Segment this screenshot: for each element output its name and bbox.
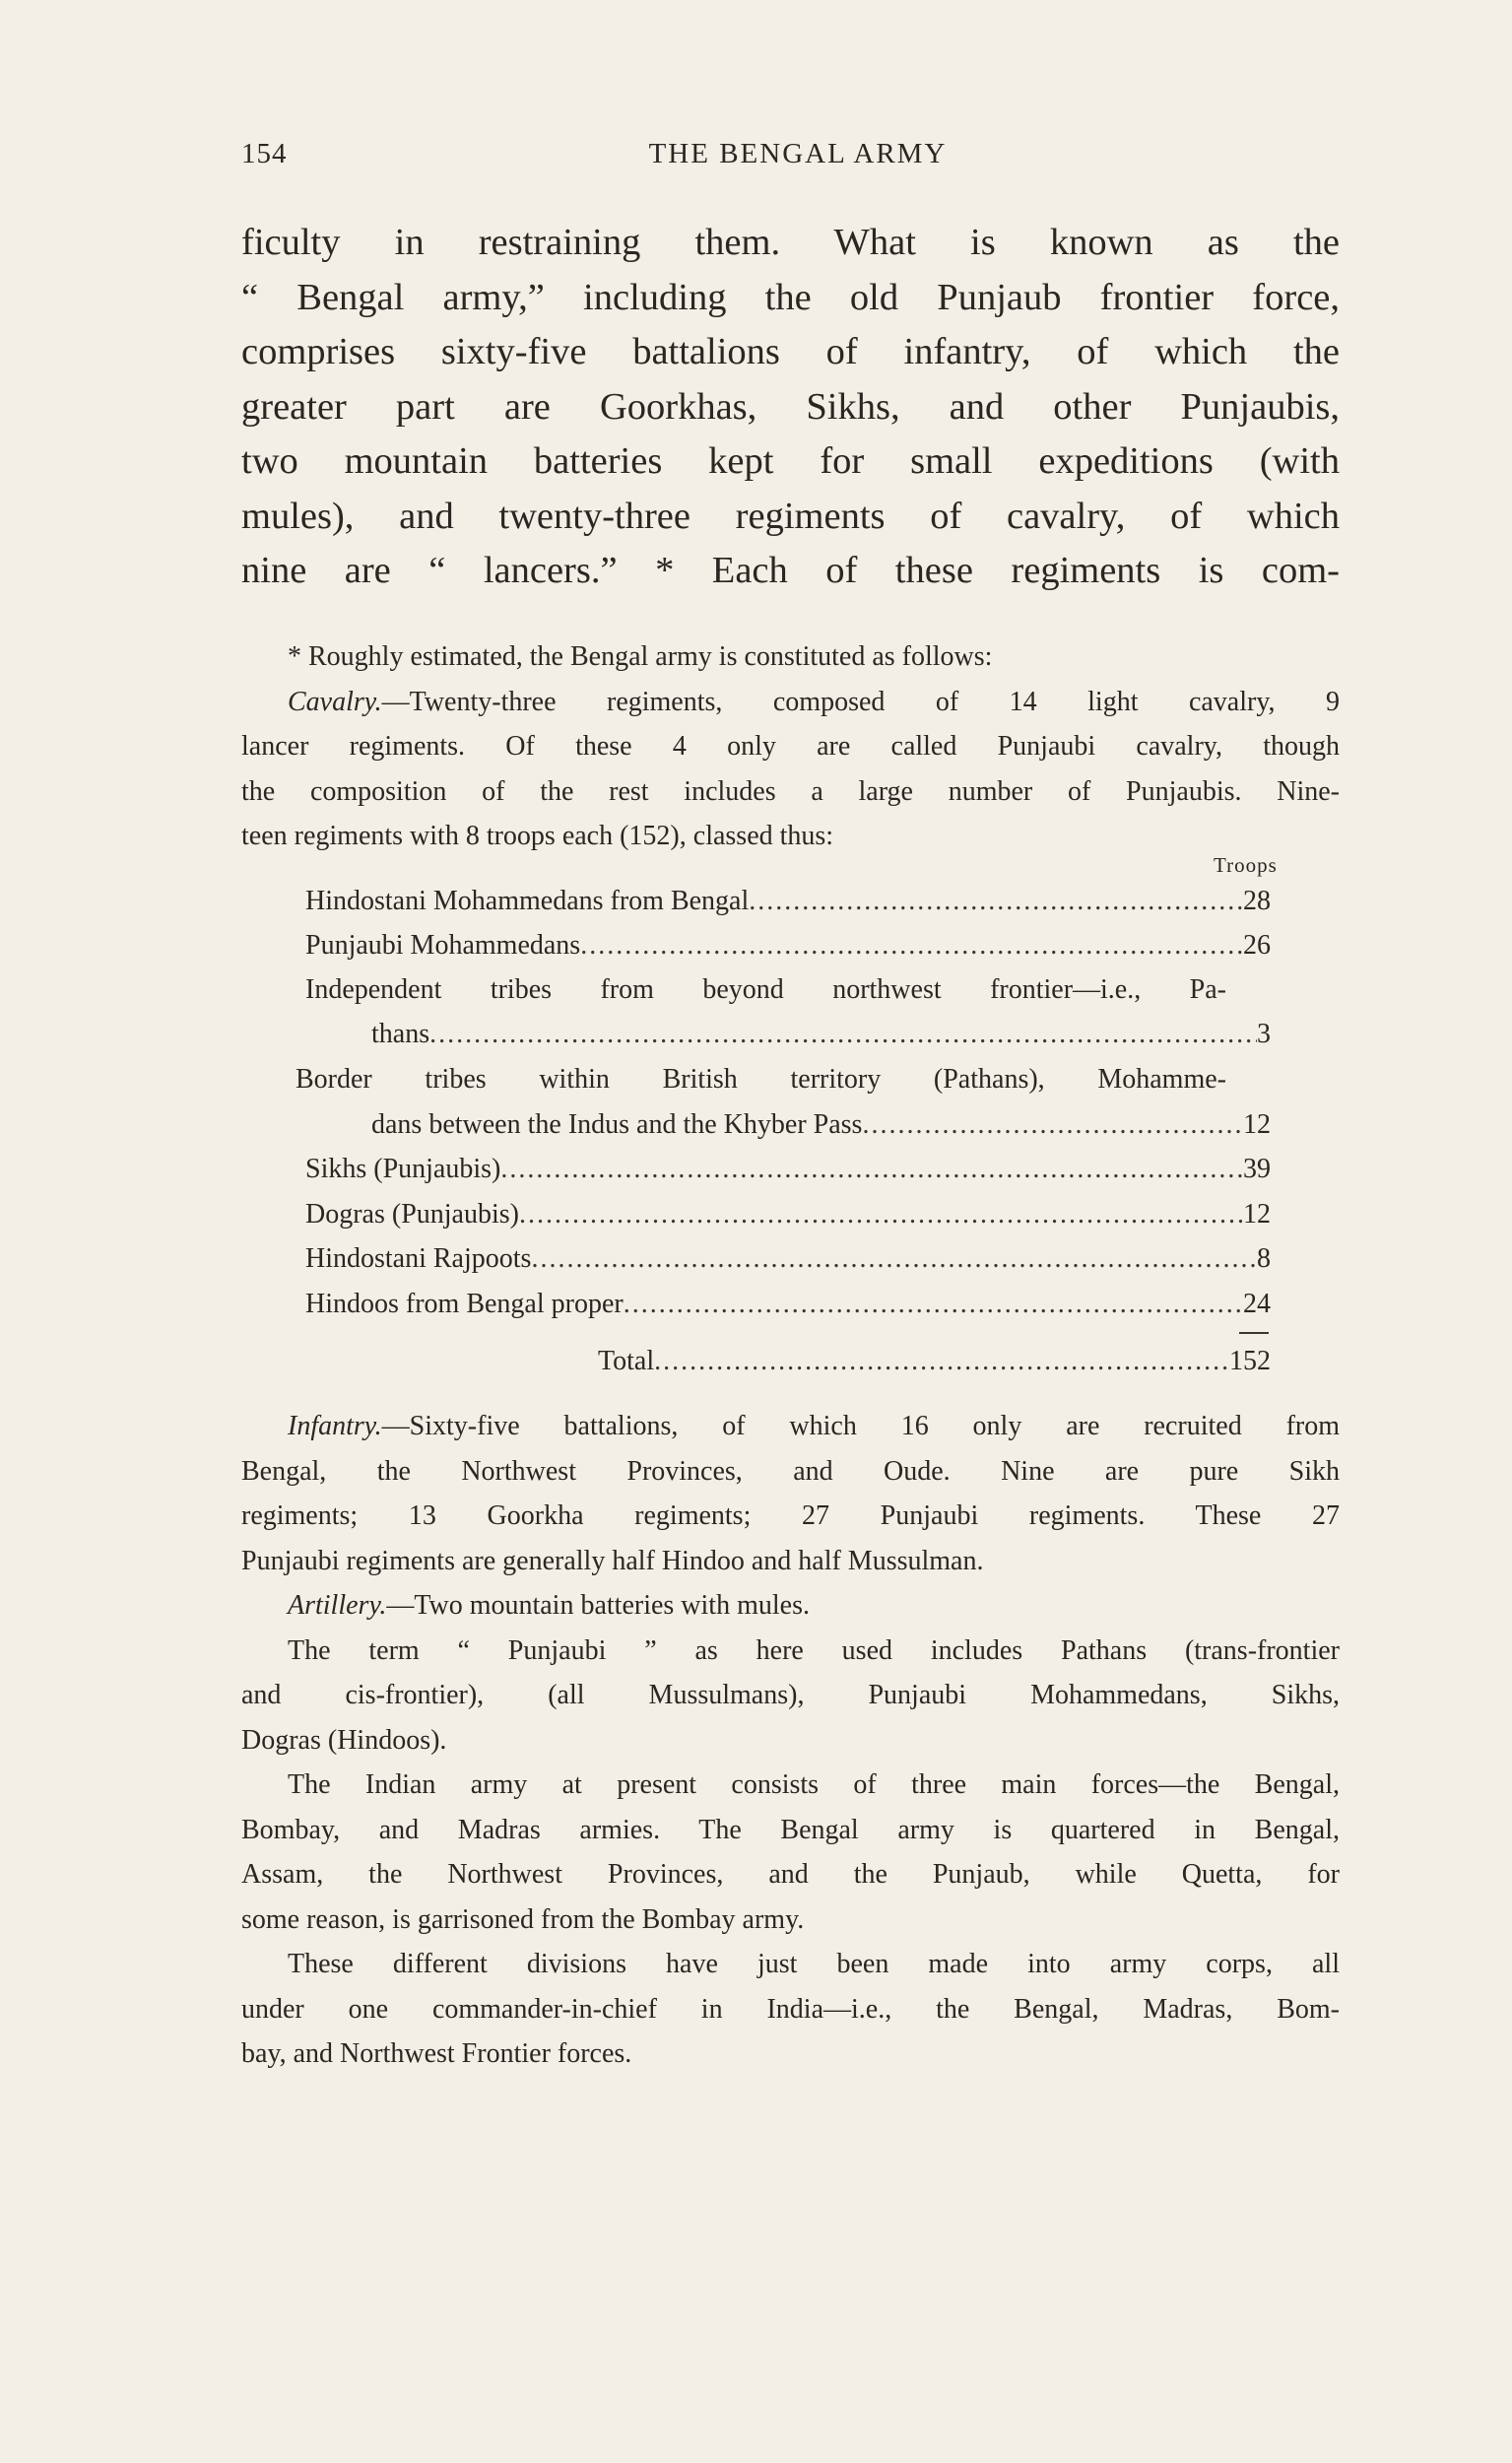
main-paragraph [241,216,1340,599]
infantry-text: —Sixty-five battalions, of which 16 only are recruited from [381,1411,1340,1441]
sum-rule [1239,1332,1269,1334]
troop-count: 28 [1243,886,1271,916]
divisions-line: These different divisions have just been made into army corps, all [288,1949,1340,1979]
troop-row [305,1236,1271,1282]
total-count: 152 [1229,1346,1271,1376]
cavalry-line: the composition of the rest includes a large number of Punjaubis. Nine- [241,775,1340,807]
leader-dots [429,1012,1257,1057]
troop-label: Hindoos from Bengal proper [305,1289,624,1319]
footnote-lower-block [241,1404,1340,2077]
indian-army-line: Assam, the Northwest Provinces, and the Punjaub, while Quetta, for [241,1859,1340,1890]
footnote-intro: * Roughly estimated, the Bengal army is constituted as follows: [288,641,993,672]
troop-label: thans [371,1019,430,1049]
artillery-text: —Two mountain batteries with mules. [386,1590,810,1621]
leader-dots [749,879,1243,924]
troop-row [305,1192,1271,1237]
troop-count: 39 [1243,1154,1271,1184]
footnote-intro-block [241,634,1340,859]
troop-row [305,923,1271,968]
leader-dots [862,1102,1243,1148]
troop-count: 24 [1243,1289,1271,1319]
leader-dots [500,1147,1243,1192]
infantry-line: Punjaubi regiments are generally half Hindoo and half Mussulman. [241,1545,984,1576]
troop-label: dans between the Indus and the Khyber Pass [371,1109,863,1140]
artillery-label: Artillery. [288,1590,387,1621]
troop-row-wrapped: Independent tribes from beyond northwest frontier—i.e., Pa- [305,974,1226,1005]
troops-column-header: Troops [1214,853,1278,877]
body-line: comprises sixty-five battalions of infantry, of which the [241,331,1340,372]
troop-row [305,1282,1271,1327]
troop-label: Hindostani Rajpoots [305,1243,532,1274]
leader-dots [580,923,1243,968]
page-number: 154 [241,138,288,169]
troop-count: 26 [1243,930,1271,961]
infantry-label: Infantry. [288,1411,382,1441]
body-line: nine are “ lancers.” * Each of these regiments is com- [241,550,1340,591]
troop-label: Punjaubi Mohammedans [305,930,581,961]
term-line: The term “ Punjaubi ” as here used includes Pathans (trans-frontier [288,1634,1340,1666]
body-line: ficulty in restraining them. What is known as the [241,222,1340,263]
total-label: Total [598,1346,655,1376]
indian-army-line: The Indian army at present consists of three main forces—the Bengal, [288,1769,1340,1800]
cavalry-text: —Twenty-three regiments, composed of 14 light cavalry, 9 [381,686,1340,717]
divisions-line: under one commander-in-chief in India—i.e., the Bengal, Madras, Bom- [241,1993,1340,2025]
troop-label: Dogras (Punjaubis) [305,1199,519,1230]
leader-dots [654,1339,1229,1384]
body-line: mules), and twenty-three regiments of cavalry, of which [241,495,1340,537]
troop-label: Hindostani Mohammedans from Bengal [305,886,750,916]
divisions-line: bay, and Northwest Frontier forces. [241,2038,632,2069]
artillery-line [241,1583,1340,1629]
infantry-line: Bengal, the Northwest Provinces, and Oude. Nine are pure Sikh [241,1455,1340,1487]
troop-count: 3 [1257,1019,1271,1049]
term-line: Dogras (Hindoos). [241,1724,447,1756]
troop-count: 12 [1243,1199,1271,1230]
troop-label: Sikhs (Punjaubis) [305,1154,501,1184]
troop-count: 8 [1257,1243,1271,1274]
troop-row [371,1102,1271,1148]
total-row [598,1339,1271,1384]
troop-count: 12 [1243,1109,1271,1140]
cavalry-line: lancer regiments. Of these 4 only are called Punjaubi cavalry, though [241,731,1340,762]
indian-army-line: some reason, is garrisoned from the Bombay army. [241,1903,805,1935]
body-line: two mountain batteries kept for small expeditions (with [241,440,1340,482]
leader-dots [519,1192,1243,1237]
cavalry-line [241,680,1340,725]
troop-row [305,879,1271,924]
term-line: and cis-frontier), (all Mussulmans), Punjaubi Mohammedans, Sikhs, [241,1680,1340,1710]
infantry-line [241,1404,1340,1449]
running-header [241,138,1354,177]
body-line: “ Bengal army,” including the old Punjaub frontier force, [241,276,1340,318]
troop-row-wrapped: Border tribes within British territory (Pathans), Mohamme- [296,1064,1226,1095]
leader-dots [624,1282,1243,1327]
troop-row [371,1012,1271,1057]
cavalry-label: Cavalry. [288,686,382,717]
troop-row [305,1147,1271,1192]
cavalry-line: teen regiments with 8 troops each (152), classed thus: [241,821,834,851]
indian-army-line: Bombay, and Madras armies. The Bengal army is quartered in Bengal, [241,1814,1340,1845]
leader-dots [531,1236,1257,1282]
running-title: THE BENGAL ARMY [648,138,948,169]
body-line: greater part are Goorkhas, Sikhs, and other Punjaubis, [241,385,1340,428]
infantry-line: regiments; 13 Goorkha regiments; 27 Punjaubi regiments. These 27 [241,1500,1340,1531]
